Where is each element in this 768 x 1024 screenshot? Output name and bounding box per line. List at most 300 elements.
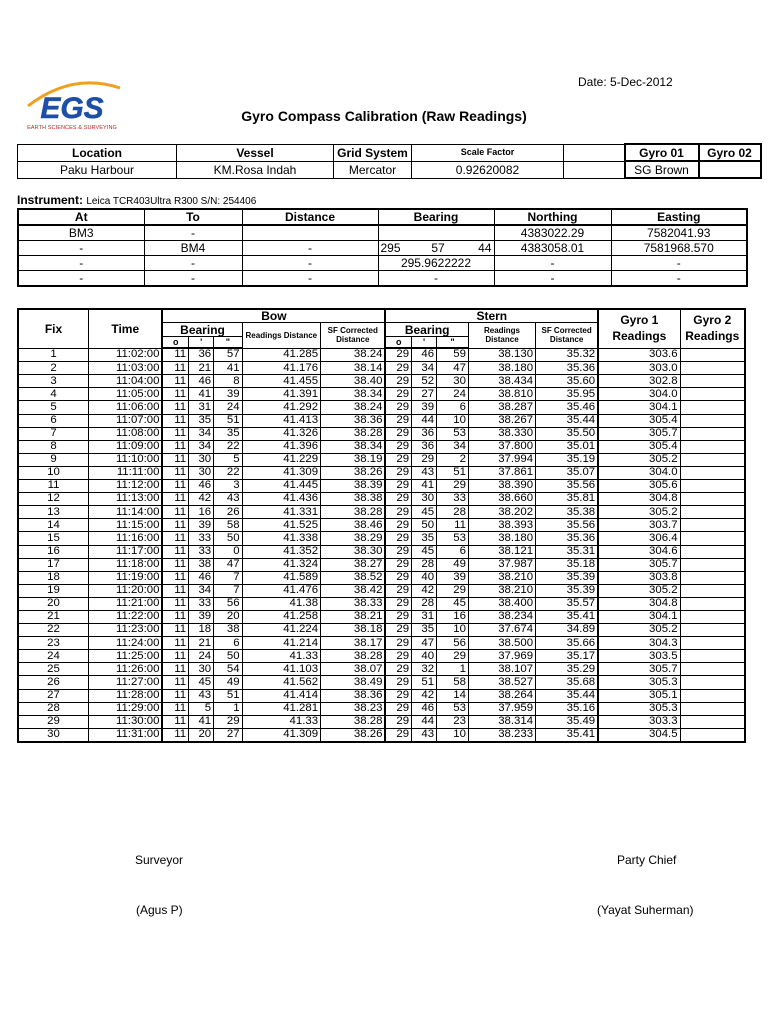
table-row — [18, 348, 745, 362]
reading-cell: 304.6 — [598, 545, 680, 558]
reading-cell: 29 — [385, 650, 411, 663]
reading-cell: 29 — [385, 689, 411, 702]
reading-cell: 29 — [385, 715, 411, 728]
reading-cell: 303.5 — [598, 650, 680, 663]
reading-cell: 35.36 — [536, 532, 599, 545]
reading-cell: 41.413 — [242, 414, 320, 427]
reading-cell: 305.1 — [598, 689, 680, 702]
reading-cell: 304.0 — [598, 466, 680, 479]
reading-cell: 36 — [412, 427, 437, 440]
reading-cell: 38.29 — [321, 532, 386, 545]
table-row — [18, 676, 745, 689]
reading-cell: 11:06:00 — [89, 401, 163, 414]
reading-cell: 6 — [437, 545, 469, 558]
reading-cell: 11:04:00 — [89, 375, 163, 388]
reading-cell: 1 — [437, 663, 469, 676]
reading-cell: 39 — [189, 519, 214, 532]
reading-cell: 41.589 — [242, 571, 320, 584]
reading-cell: 41.338 — [242, 532, 320, 545]
reading-cell: 29 — [385, 545, 411, 558]
reading-cell: 39 — [214, 388, 242, 401]
reading-cell: 38.393 — [468, 519, 535, 532]
reading-cell: 29 — [437, 650, 469, 663]
reading-cell: 21 — [18, 610, 89, 623]
reading-cell: 12 — [18, 493, 89, 506]
reading-cell: 42 — [412, 584, 437, 597]
reading-cell: 11 — [162, 610, 188, 623]
page-title: Gyro Compass Calibration (Raw Readings) — [241, 108, 527, 124]
reading-cell: 41.176 — [242, 362, 320, 375]
table-row — [18, 610, 745, 623]
reading-cell — [680, 440, 745, 453]
reading-cell — [680, 506, 745, 519]
reading-cell: 11 — [162, 506, 188, 519]
reading-cell: 38.36 — [321, 689, 386, 702]
reading-cell — [680, 453, 745, 466]
reading-cell: 35.07 — [536, 466, 599, 479]
reading-cell: 31 — [189, 401, 214, 414]
reading-cell: 38 — [189, 558, 214, 571]
reading-cell: 38.40 — [321, 375, 386, 388]
info-label-2: Grid System — [334, 144, 412, 161]
reading-cell: 11 — [162, 715, 188, 728]
table-row — [18, 506, 745, 519]
reading-cell: 11:22:00 — [89, 610, 163, 623]
reading-cell: 38.28 — [321, 650, 386, 663]
reading-cell: 14 — [437, 689, 469, 702]
reading-cell: 29 — [385, 584, 411, 597]
reading-cell: 37.861 — [468, 466, 535, 479]
reading-cell: 35.95 — [536, 388, 599, 401]
reading-cell: 11:19:00 — [89, 571, 163, 584]
reading-cell: 11 — [162, 519, 188, 532]
reading-cell: 10 — [437, 414, 469, 427]
reading-cell: 29 — [385, 388, 411, 401]
reading-cell: 53 — [437, 532, 469, 545]
station-row — [18, 225, 747, 241]
reading-cell: 38.26 — [321, 466, 386, 479]
station-cell: - — [242, 271, 378, 287]
reading-cell: 38.23 — [321, 702, 386, 715]
reading-cell: 304.8 — [598, 597, 680, 610]
reading-cell: 29 — [412, 453, 437, 466]
reading-cell: 38.46 — [321, 519, 386, 532]
reading-cell: 30 — [412, 493, 437, 506]
reading-cell: 11 — [162, 388, 188, 401]
reading-cell: 58 — [214, 519, 242, 532]
reading-cell: 35.31 — [536, 545, 599, 558]
reading-cell: 41.445 — [242, 480, 320, 493]
reading-cell: 35.38 — [536, 506, 599, 519]
reading-cell: 29 — [385, 702, 411, 715]
reading-cell: 38.38 — [321, 493, 386, 506]
reading-cell: 41.33 — [242, 715, 320, 728]
reading-cell: 35.60 — [536, 375, 599, 388]
reading-cell: 22 — [214, 440, 242, 453]
reading-cell: 38.49 — [321, 676, 386, 689]
reading-cell: 29 — [385, 466, 411, 479]
reading-cell: 11 — [162, 702, 188, 715]
reading-cell: 11:27:00 — [89, 676, 163, 689]
reading-cell: 38.330 — [468, 427, 535, 440]
reading-cell — [680, 480, 745, 493]
reading-cell: 29 — [385, 493, 411, 506]
reading-cell: 30 — [437, 375, 469, 388]
logo-text: EGS — [40, 92, 104, 125]
reading-cell: 38.233 — [468, 728, 535, 742]
reading-cell: 38.27 — [321, 558, 386, 571]
info-value-6 — [699, 161, 761, 178]
reading-cell: 42 — [412, 689, 437, 702]
reading-cell: 35.18 — [536, 558, 599, 571]
reading-cell: 41.326 — [242, 427, 320, 440]
reading-cell — [680, 650, 745, 663]
reading-cell: 50 — [214, 650, 242, 663]
reading-cell: 305.2 — [598, 453, 680, 466]
reading-cell: 37.674 — [468, 624, 535, 637]
table-row — [18, 414, 745, 427]
station-cell: 7581968.570 — [611, 241, 747, 256]
reading-cell: 38.527 — [468, 676, 535, 689]
reading-cell: 302.8 — [598, 375, 680, 388]
reading-cell: 21 — [189, 362, 214, 375]
bow-sec-header: " — [214, 337, 242, 349]
info-value-3: 0.92620082 — [412, 161, 564, 178]
reading-cell: 28 — [437, 506, 469, 519]
reading-cell: 37.800 — [468, 440, 535, 453]
reading-cell: 38.390 — [468, 480, 535, 493]
reading-cell: 28 — [412, 558, 437, 571]
reading-cell: 46 — [412, 348, 437, 362]
reading-cell: 38.210 — [468, 571, 535, 584]
reading-cell: 23 — [437, 715, 469, 728]
reading-cell: 11:24:00 — [89, 637, 163, 650]
reading-cell: 38.18 — [321, 624, 386, 637]
reading-cell: 35.17 — [536, 650, 599, 663]
reading-cell: 11 — [162, 493, 188, 506]
reading-cell: 11 — [162, 584, 188, 597]
reading-cell: 29 — [385, 453, 411, 466]
reading-cell: 305.4 — [598, 440, 680, 453]
gyro2-header: Gyro 2 Readings — [680, 309, 745, 348]
reading-cell: 2 — [437, 453, 469, 466]
info-label-6: Gyro 02 — [699, 144, 761, 161]
reading-cell: 11:07:00 — [89, 414, 163, 427]
stern-header: Stern — [385, 309, 598, 323]
reading-cell: 29 — [385, 663, 411, 676]
table-row — [18, 663, 745, 676]
reading-cell: 0 — [214, 545, 242, 558]
reading-cell: 38.264 — [468, 689, 535, 702]
reading-cell: 54 — [214, 663, 242, 676]
reading-cell: 11:29:00 — [89, 702, 163, 715]
reading-cell: 38.24 — [321, 401, 386, 414]
reading-cell: 29 — [385, 506, 411, 519]
reading-cell: 56 — [214, 597, 242, 610]
reading-cell: 34.89 — [536, 624, 599, 637]
reading-cell: 41.391 — [242, 388, 320, 401]
reading-cell: 15 — [18, 532, 89, 545]
reading-cell: 11:23:00 — [89, 624, 163, 637]
table-row — [18, 728, 745, 742]
reading-cell: 41.38 — [242, 597, 320, 610]
reading-cell: 24 — [189, 650, 214, 663]
reading-cell: 305.7 — [598, 663, 680, 676]
reading-cell — [680, 519, 745, 532]
reading-cell: 51 — [412, 676, 437, 689]
surveyor-label: Surveyor — [135, 853, 184, 867]
reading-cell — [680, 532, 745, 545]
reading-cell: 46 — [189, 571, 214, 584]
table-row — [18, 375, 745, 388]
reading-cell: 11:20:00 — [89, 584, 163, 597]
reading-cell: 27 — [412, 388, 437, 401]
reading-cell — [680, 584, 745, 597]
reading-cell: 38.287 — [468, 401, 535, 414]
reading-cell: 35.56 — [536, 480, 599, 493]
reading-cell: 35.16 — [536, 702, 599, 715]
table-row — [18, 532, 745, 545]
reading-cell: 53 — [437, 702, 469, 715]
reading-cell: 29 — [385, 401, 411, 414]
station-table — [17, 208, 748, 287]
reading-cell: 38.52 — [321, 571, 386, 584]
reading-cell — [680, 348, 745, 362]
reading-cell: 45 — [412, 506, 437, 519]
info-label-1: Vessel — [177, 144, 334, 161]
reading-cell: 38.107 — [468, 663, 535, 676]
station-cell: 57 — [418, 241, 458, 256]
reading-cell: 41.324 — [242, 558, 320, 571]
reading-cell: 35.49 — [536, 715, 599, 728]
reading-cell: 33 — [189, 545, 214, 558]
station-cell: BM4 — [144, 241, 242, 256]
reading-cell: 41.229 — [242, 453, 320, 466]
reading-cell: 35 — [412, 532, 437, 545]
station-header-1: To — [144, 209, 242, 225]
station-cell: - — [611, 271, 747, 287]
reading-cell: 56 — [437, 637, 469, 650]
reading-cell: 7 — [214, 584, 242, 597]
reading-cell — [680, 388, 745, 401]
reading-cell: 305.3 — [598, 676, 680, 689]
instrument-line — [17, 193, 256, 207]
reading-cell: 11 — [162, 453, 188, 466]
reading-cell: 41.258 — [242, 610, 320, 623]
reading-cell: 38.810 — [468, 388, 535, 401]
reading-cell: 41.309 — [242, 728, 320, 742]
reading-cell: 11 — [162, 480, 188, 493]
reading-cell: 20 — [18, 597, 89, 610]
reading-cell: 11:28:00 — [89, 689, 163, 702]
reading-cell: 36 — [189, 348, 214, 362]
reading-cell — [680, 571, 745, 584]
reading-cell — [680, 558, 745, 571]
reading-cell: 11:16:00 — [89, 532, 163, 545]
reading-cell: 29 — [385, 532, 411, 545]
bow-deg-header: o — [162, 337, 188, 349]
reading-cell: 52 — [412, 375, 437, 388]
reading-cell: 29 — [385, 558, 411, 571]
reading-cell: 10 — [18, 466, 89, 479]
party-chief-name: (Yayat Suherman) — [597, 903, 694, 917]
reading-cell: 41.309 — [242, 466, 320, 479]
reading-cell: 38.434 — [468, 375, 535, 388]
table-row — [18, 480, 745, 493]
reading-cell: 35.50 — [536, 427, 599, 440]
table-row — [18, 362, 745, 375]
reading-cell: 59 — [437, 348, 469, 362]
reading-cell: 29 — [385, 375, 411, 388]
reading-cell: 30 — [189, 466, 214, 479]
reading-cell: 29 — [385, 440, 411, 453]
reading-cell: 36 — [412, 440, 437, 453]
reading-cell: 35.66 — [536, 637, 599, 650]
reading-cell: 41.292 — [242, 401, 320, 414]
reading-cell: 38.210 — [468, 584, 535, 597]
instrument-label: Instrument: — [17, 193, 83, 207]
reading-cell — [680, 689, 745, 702]
table-row — [18, 427, 745, 440]
reading-cell: 35.68 — [536, 676, 599, 689]
reading-cell: 305.7 — [598, 558, 680, 571]
reading-cell: 41.414 — [242, 689, 320, 702]
reading-cell: 30 — [189, 663, 214, 676]
reading-cell: 16 — [18, 545, 89, 558]
reading-cell — [680, 610, 745, 623]
reading-cell: 41.455 — [242, 375, 320, 388]
reading-cell — [680, 702, 745, 715]
reading-cell: 11:09:00 — [89, 440, 163, 453]
reading-cell: 35.44 — [536, 414, 599, 427]
reading-cell: 8 — [18, 440, 89, 453]
reading-cell: 11:25:00 — [89, 650, 163, 663]
reading-cell: 51 — [437, 466, 469, 479]
reading-cell: 38.28 — [321, 427, 386, 440]
station-header-4: Northing — [494, 209, 611, 225]
reading-cell: 29 — [385, 571, 411, 584]
reading-cell: 38.34 — [321, 388, 386, 401]
reading-cell: 8 — [214, 375, 242, 388]
reading-cell: 35.01 — [536, 440, 599, 453]
station-cell — [378, 225, 494, 241]
station-cell — [242, 225, 378, 241]
reading-cell: 38.34 — [321, 440, 386, 453]
reading-cell: 11 — [162, 545, 188, 558]
reading-cell: 38.30 — [321, 545, 386, 558]
reading-cell — [680, 637, 745, 650]
info-label-4 — [564, 144, 625, 161]
info-value-row — [18, 161, 761, 178]
reading-cell: 57 — [214, 348, 242, 362]
reading-cell: 29 — [18, 715, 89, 728]
reading-cell: 35.46 — [536, 401, 599, 414]
reading-cell: 11 — [162, 375, 188, 388]
reading-cell — [680, 466, 745, 479]
station-cell: 4383022.29 — [494, 225, 611, 241]
reading-cell: 41.331 — [242, 506, 320, 519]
reading-cell: 29 — [385, 624, 411, 637]
reading-cell: 11:26:00 — [89, 663, 163, 676]
party-chief-label: Party Chief — [617, 853, 677, 867]
reading-cell — [680, 375, 745, 388]
reading-cell: 35.39 — [536, 584, 599, 597]
reading-cell: 11:17:00 — [89, 545, 163, 558]
reading-cell: 40 — [412, 571, 437, 584]
info-value-2: Mercator — [334, 161, 412, 178]
reading-cell: 6 — [214, 637, 242, 650]
reading-cell: 11 — [162, 624, 188, 637]
reading-cell: 38 — [214, 624, 242, 637]
stern-sf-corrected-header: SF Corrected Distance — [536, 323, 599, 349]
reading-cell: 22 — [18, 624, 89, 637]
reading-cell: 41 — [412, 480, 437, 493]
reading-cell: 11 — [437, 519, 469, 532]
reading-cell: 41.436 — [242, 493, 320, 506]
reading-cell: 7 — [214, 571, 242, 584]
reading-cell: 305.2 — [598, 506, 680, 519]
reading-cell: 11 — [162, 532, 188, 545]
info-label-3: Scale Factor — [412, 144, 564, 161]
reading-cell: 38.36 — [321, 414, 386, 427]
reading-cell: 4 — [18, 388, 89, 401]
reading-cell: 35.56 — [536, 519, 599, 532]
reading-cell: 44 — [412, 414, 437, 427]
reading-cell: 34 — [189, 427, 214, 440]
info-label-5: Gyro 01 — [625, 144, 699, 161]
reading-cell: 11 — [162, 571, 188, 584]
reading-cell: 31 — [412, 610, 437, 623]
reading-cell — [680, 545, 745, 558]
reading-cell: 11:30:00 — [89, 715, 163, 728]
reading-cell: 43 — [214, 493, 242, 506]
reading-cell: 13 — [18, 506, 89, 519]
reading-cell: 38.130 — [468, 348, 535, 362]
reading-cell: 38.07 — [321, 663, 386, 676]
reading-cell: 49 — [214, 676, 242, 689]
reading-cell: 29 — [437, 480, 469, 493]
reading-cell: 11:18:00 — [89, 558, 163, 571]
reading-cell: 37.994 — [468, 453, 535, 466]
reading-cell: 41 — [214, 362, 242, 375]
reading-cell: 303.6 — [598, 348, 680, 362]
time-header: Time — [89, 309, 163, 348]
reading-cell: 304.0 — [598, 388, 680, 401]
reading-cell: 7 — [18, 427, 89, 440]
reading-cell: 303.7 — [598, 519, 680, 532]
reading-cell — [680, 414, 745, 427]
station-header-0: At — [18, 209, 144, 225]
station-header-5: Easting — [611, 209, 747, 225]
reading-cell: 20 — [189, 728, 214, 742]
bow-bearing-header: Bearing — [162, 323, 242, 337]
station-row — [18, 241, 747, 256]
reading-cell: 303.8 — [598, 571, 680, 584]
bow-header: Bow — [162, 309, 385, 323]
reading-cell: 11:12:00 — [89, 480, 163, 493]
reading-cell: 11:14:00 — [89, 506, 163, 519]
reading-cell: 29 — [385, 728, 411, 742]
reading-cell: 43 — [189, 689, 214, 702]
station-cell: - — [144, 225, 242, 241]
reading-cell: 1 — [214, 702, 242, 715]
stern-deg-header: o — [385, 337, 411, 349]
reading-cell: 38.660 — [468, 493, 535, 506]
reading-cell: 35.29 — [536, 663, 599, 676]
reading-cell: 35 — [214, 427, 242, 440]
reading-cell: 38.39 — [321, 480, 386, 493]
reading-cell: 38.19 — [321, 453, 386, 466]
